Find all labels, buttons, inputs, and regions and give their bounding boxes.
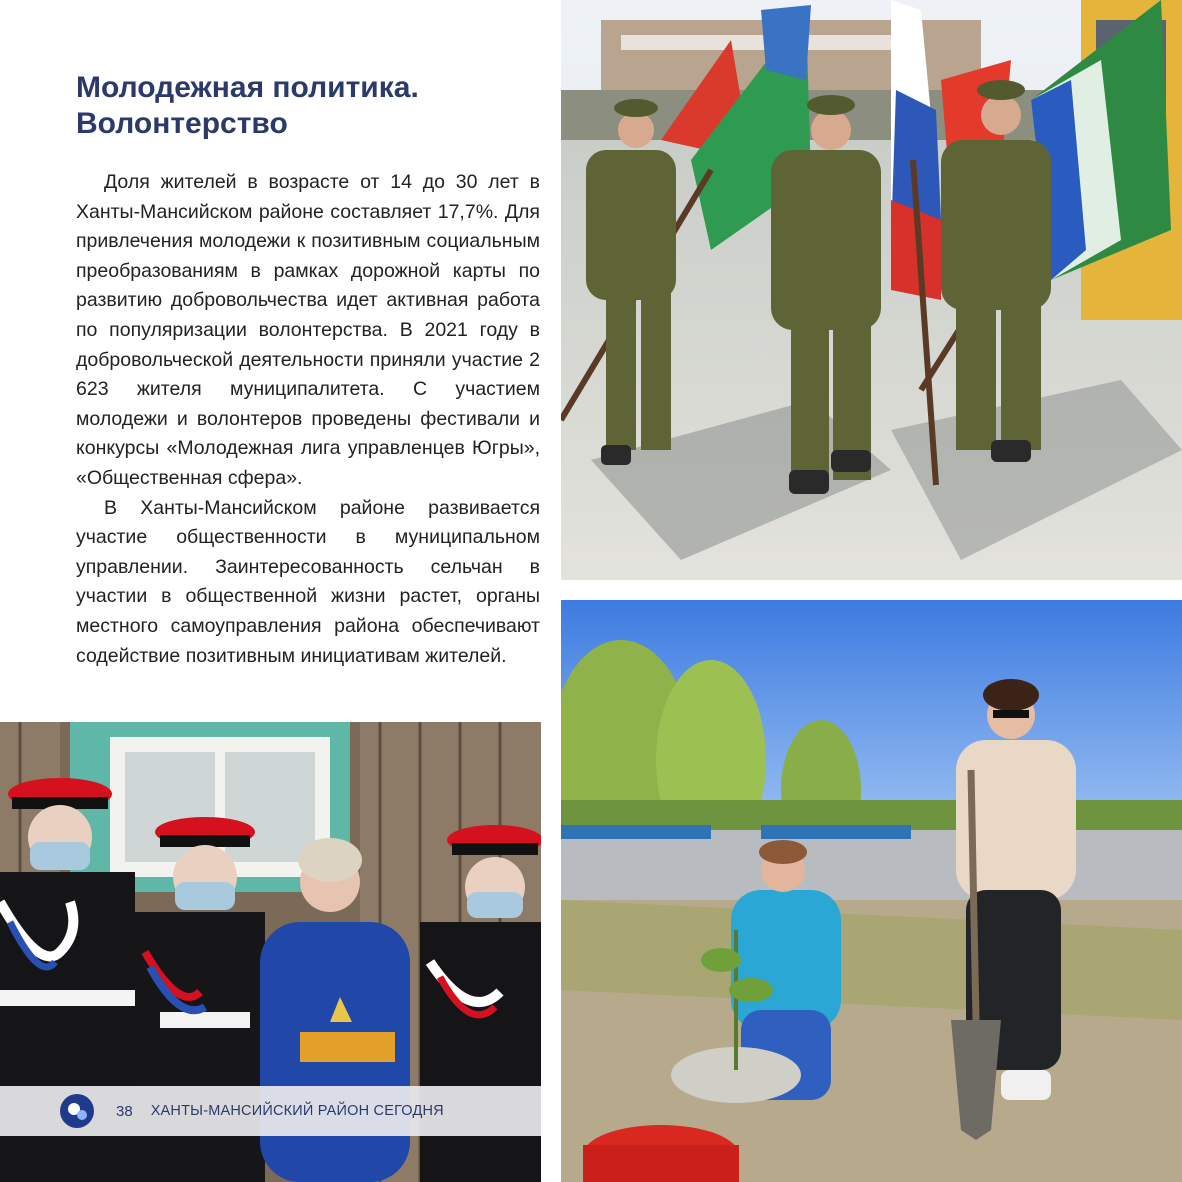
- photo-tree-planting: [561, 600, 1182, 1182]
- article-paragraph-2: В Ханты-Мансийском районе развивается участие общественности в муниципальном управлении. Заинтересованность сельчан в участии в общественной жизни растет, органы местного самоуправления района обеспечивают содействие позитивным инициативам жителей.: [76, 496, 540, 667]
- photo-flag-marchers: [561, 0, 1182, 580]
- page-footer: [0, 1086, 541, 1136]
- article-title-line-1: Молодежная политика.: [76, 71, 419, 104]
- article-paragraph-1: Доля жителей в возрасте от 14 до 30 лет в Ханты-Мансийском районе составляет 17,7%. Для привлечения молодежи к позитивным социальным преобразованиям в рамках дорожной карты по развитию добровольчества идет активная работа по популяризации волонтерства. В 2021 году в добровольческой деятельности приняли участие 2 623 жителя муниципалитета. С участием молодежи и волонтеров проведены фестивали и конкурсы «Молодежная лига управленцев Югры», «Общественная сфера».: [76, 171, 540, 489]
- publication-title: ХАНТЫ-МАНСИЙСКИЙ РАЙОН СЕГОДНЯ: [150, 1103, 444, 1119]
- district-logo-icon: [60, 1094, 94, 1128]
- article-title: [76, 70, 536, 142]
- page-number: 38: [116, 1102, 133, 1120]
- article-body: [76, 168, 540, 671]
- article-title-line-2: Волонтерство: [76, 107, 288, 140]
